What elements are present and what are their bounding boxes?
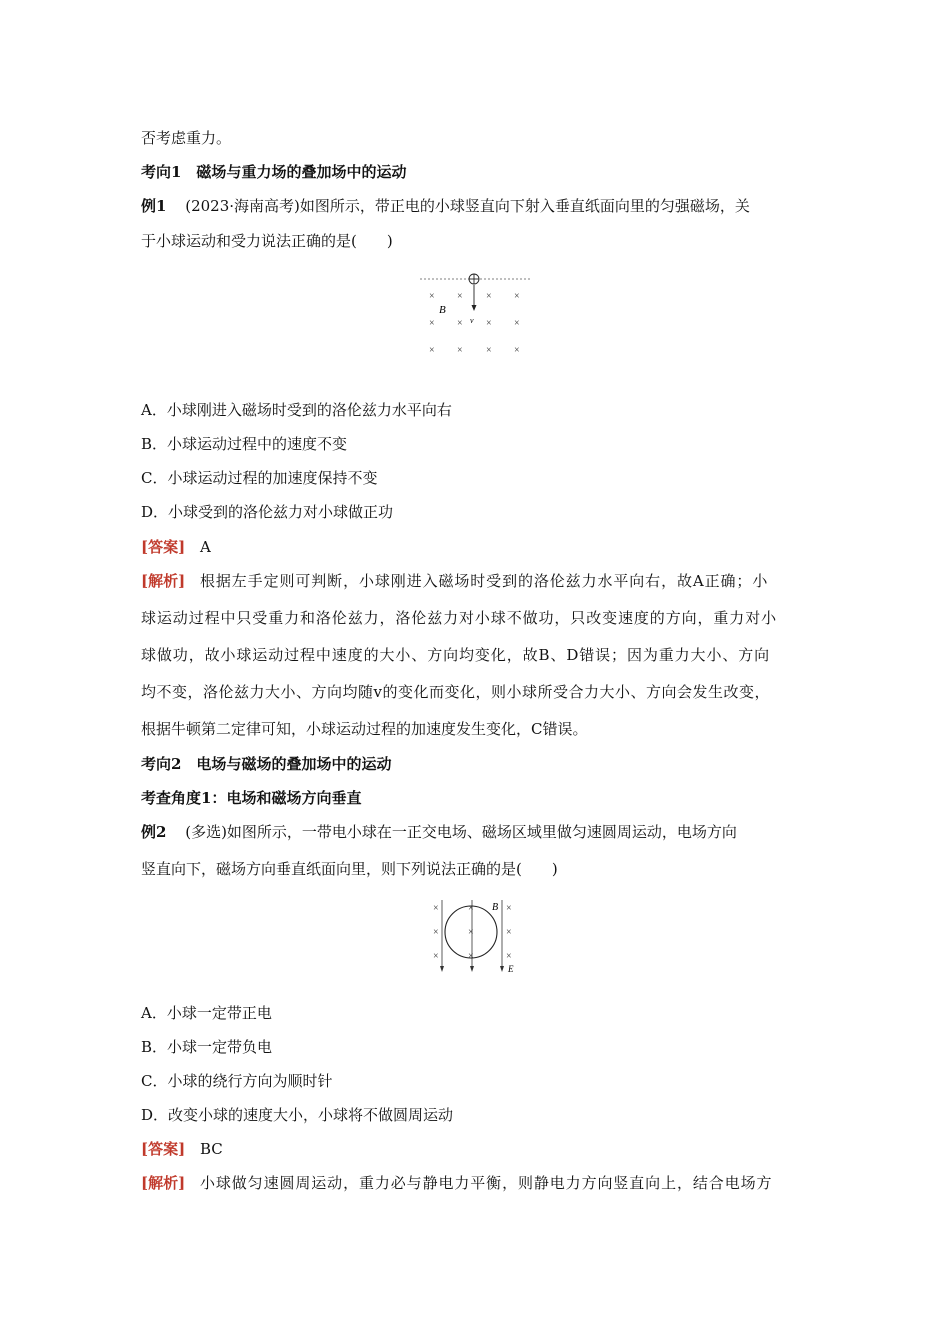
svg-text:×: × [514,345,520,356]
analysis-label-2: [解析] [141,1174,186,1192]
analysis-text: 根据左手定则可判断，小球刚进入磁场时受到的洛伦兹力水平向右，故A正确；小 [199,572,769,590]
example1-option-a: A．小球刚进入磁场时受到的洛伦兹力水平向右 [141,401,452,419]
answer-label-2: [答案] [141,1140,186,1158]
angle-heading-1: 考查角度1：电场和磁场方向垂直 [141,789,362,807]
example2-option-b: B．小球一定带负电 [141,1038,273,1056]
example1-stem-text: (2023·海南高考)如图所示，带正电的小球竖直向下射入垂直纸面向里的匀强磁场，关 [185,197,750,215]
svg-text:×: × [486,345,492,356]
example1-option-d: D．小球受到的洛伦兹力对小球做正功 [141,503,394,521]
example2-stem-line1 [141,822,737,842]
answer-label: [答案] [141,538,186,556]
answer-value-2: BC [199,1140,223,1158]
example1-stem-line1 [141,196,750,216]
field-label-e: E [508,964,514,974]
svg-text:×: × [457,345,463,356]
svg-text:×: × [468,903,474,914]
section-heading-1: 考向1 磁场与重力场的叠加场中的运动 [141,163,407,181]
svg-text:×: × [433,903,439,914]
example2-option-a: A．小球一定带正电 [141,1004,272,1022]
svg-text:×: × [506,903,512,914]
svg-text:×: × [486,318,492,329]
svg-text:×: × [429,291,435,302]
example2-stem-text: (多选)如图所示，一带电小球在一正交电场、磁场区域里做匀速圆周运动，电场方向 [185,823,737,841]
svg-text:×: × [486,291,492,302]
svg-text:×: × [457,291,463,302]
example1-option-c: C．小球运动过程的加速度保持不变 [141,469,378,487]
example1-figure [415,268,535,360]
svg-text:×: × [429,345,435,356]
svg-text:×: × [506,927,512,938]
svg-text:×: × [468,951,474,962]
svg-text:×: × [457,318,463,329]
example1-stem-line2: 于小球运动和受力说法正确的是( ) [141,232,393,250]
example2-analysis-line1 [141,1173,772,1193]
analysis-text-2: 小球做匀速圆周运动，重力必与静电力平衡，则静电力方向竖直向上，结合电场方 [199,1174,773,1192]
example1-analysis-line1 [141,571,768,591]
svg-text:×: × [506,951,512,962]
example1-option-b: B．小球运动过程中的速度不变 [141,435,348,453]
velocity-arrow [472,285,477,311]
svg-text:×: × [433,927,439,938]
example1-analysis-line5: 根据牛顿第二定律可知，小球运动过程的加速度发生变化，C错误。 [141,720,588,738]
field-label-b: B [439,304,446,316]
electric-field-arrowheads [440,966,504,972]
example1-answer [141,537,211,557]
svg-text:×: × [429,318,435,329]
example1-analysis-line4: 均不变，洛伦兹力大小、方向均随v的变化而变化，则小球所受合力大小、方向会发生改变， [141,683,770,701]
example1-analysis-line3: 球做功，故小球运动过程中速度的大小、方向均变化，故B、D错误；因为重力大小、方向 [141,646,771,664]
analysis-label: [解析] [141,572,186,590]
svg-text:×: × [433,951,439,962]
svg-text:×: × [514,318,520,329]
example2-answer [141,1139,223,1159]
svg-text:×: × [468,927,474,938]
example2-label: 例2 [141,823,167,841]
positive-charge-icon [469,274,479,284]
example2-option-c: C．小球的绕行方向为顺时针 [141,1072,333,1090]
field-label-b2: B [492,902,499,913]
example2-figure [430,898,522,978]
example1-label: 例1 [141,197,167,215]
answer-value: A [199,538,211,556]
section-heading-2: 考向2 电场与磁场的叠加场中的运动 [141,755,392,773]
example1-analysis-line2: 球运动过程中只受重力和洛伦兹力，洛伦兹力对小球不做功，只改变速度的方向，重力对小 [141,609,778,627]
example2-stem-line2: 竖直向下，磁场方向垂直纸面向里，则下列说法正确的是( ) [141,860,558,878]
example2-option-d: D．改变小球的速度大小，小球将不做圆周运动 [141,1106,454,1124]
velocity-label: v [470,316,474,325]
continued-text: 否考虑重力。 [141,129,232,147]
svg-text:×: × [514,291,520,302]
